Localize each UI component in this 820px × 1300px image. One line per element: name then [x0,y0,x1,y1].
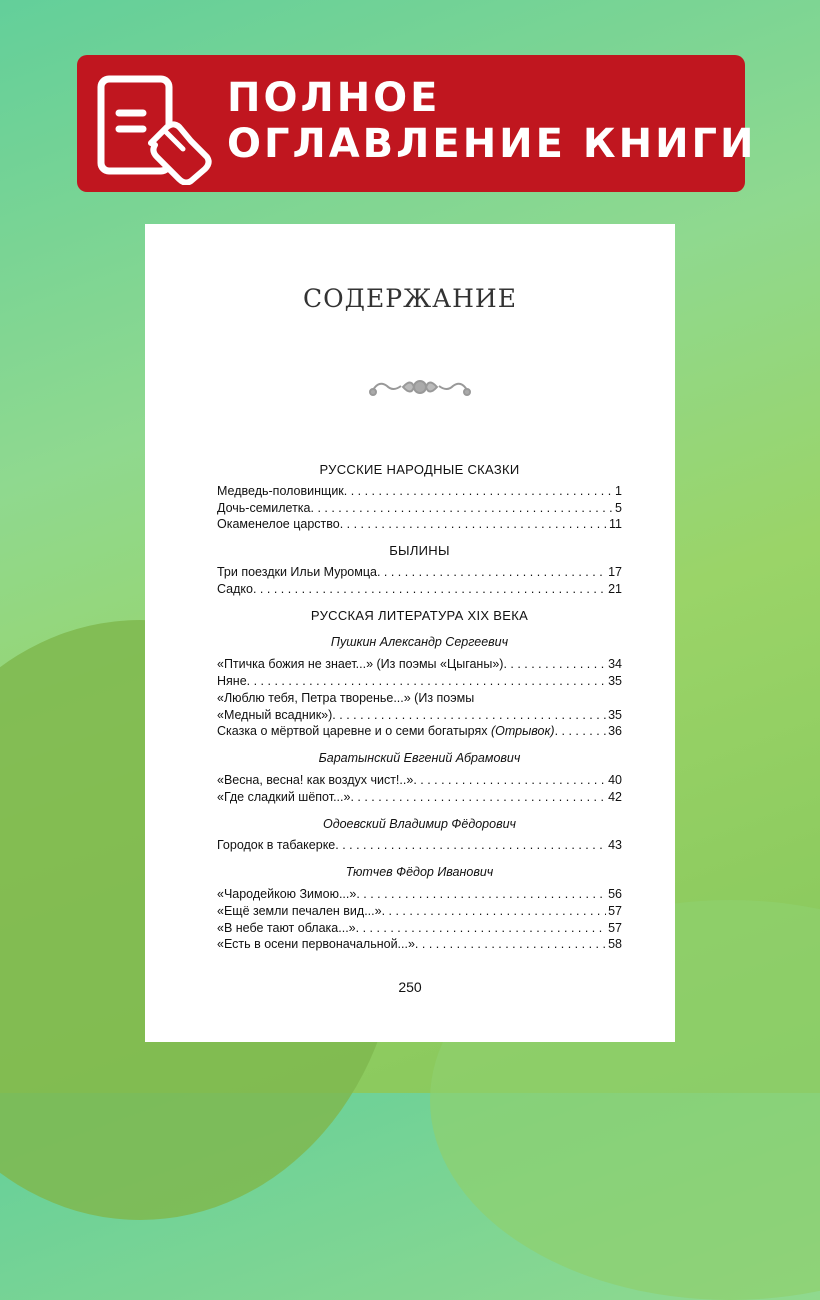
entry-title: Городок в табакерке [217,838,336,853]
entry-page: 36 [608,724,622,739]
entry-page: 57 [608,903,622,918]
entry-title: «Весна, весна! как воздух чист!..» [217,772,414,787]
author-name: Баратынский Евгений Абрамович [318,751,521,766]
entry-page: 34 [608,657,622,672]
banner-title-line2: ОГЛАВЛЕНИЕ КНИГИ [227,121,757,167]
toc-entry[interactable] [217,772,622,789]
entry-title: «Где сладкий шёпот...» [217,789,351,804]
toc-entry[interactable] [217,483,622,500]
toc-entry[interactable] [217,707,622,724]
toc-entry[interactable] [217,656,622,673]
entry-title: «Есть в осени первоначальной...» [217,937,415,952]
toc-entry[interactable] [217,581,622,598]
entry-title: Три поездки Ильи Муромца [217,564,377,579]
entry-title: «Чародейкою Зимою...» [217,886,357,901]
entry-title: «Ещё земли печален вид...» [217,903,382,918]
section-heading: БЫЛИНЫ [389,543,450,559]
banner-title-line1: ПОЛНОЕ [227,75,441,121]
toc-entry[interactable] [217,516,622,533]
document-hand-icon [95,73,215,185]
page-title: СОДЕРЖАНИЕ [303,284,517,313]
banner-title [227,75,757,167]
entry-page: 11 [609,517,622,532]
entry-page: 57 [608,920,622,935]
toc-entry[interactable] [217,789,622,806]
author-name: Тютчев Фёдор Иванович [345,865,494,880]
toc-entry[interactable] [217,920,622,937]
entry-page: 56 [608,886,622,901]
section-heading: РУССКАЯ ЛИТЕРАТУРА XIX ВЕКА [310,607,529,623]
entry-page: 35 [608,673,622,688]
entry-title: «В небе тают облака...» [217,920,356,935]
entry-title: Медведь-половинщик [217,483,344,498]
entry-page: 40 [608,772,622,787]
entry-title: Окаменелое царство [217,517,340,532]
entry-title: Няне [217,673,247,688]
banner [77,55,757,192]
toc-entry[interactable] [217,903,622,920]
entry-title: Сказка о мёртвой царевне и о семи богатырях [217,724,488,739]
entry-note: (Отрывок) [490,724,555,739]
entry-page: 5 [615,500,622,515]
toc-entry[interactable] [217,673,622,690]
entry-title: «Медный всадник») [217,707,333,722]
table-of-contents [217,462,622,953]
entry-page: 35 [608,707,622,722]
entry-page: 1 [615,483,622,498]
entry-title: «Птичка божия не знает...» (Из поэмы «Цыганы») [217,657,504,672]
author-name: Одоевский Владимир Фёдорович [322,816,517,831]
toc-entry-line[interactable]: «Люблю тебя, Петра творенье...» (Из поэмы [217,690,475,705]
toc-entry[interactable] [217,837,622,854]
entry-page: 58 [608,937,622,952]
entry-page: 43 [608,838,622,853]
book-page [145,224,675,1042]
entry-page: 21 [608,581,622,596]
author-name: Пушкин Александр Сергеевич [330,635,509,650]
entry-page: 42 [608,789,622,804]
toc-entry[interactable] [217,886,622,903]
toc-entry[interactable] [217,564,622,581]
page-number: 250 [398,979,422,995]
section-heading: РУССКИЕ НАРОДНЫЕ СКАЗКИ [319,462,520,477]
toc-entry[interactable] [217,936,622,953]
toc-entry[interactable] [217,723,622,740]
entry-page: 17 [608,564,622,579]
entry-title: Дочь-семилетка [217,500,311,515]
toc-entry[interactable] [217,500,622,517]
floral-ornament-icon [365,372,475,402]
entry-title: Садко [217,581,253,596]
